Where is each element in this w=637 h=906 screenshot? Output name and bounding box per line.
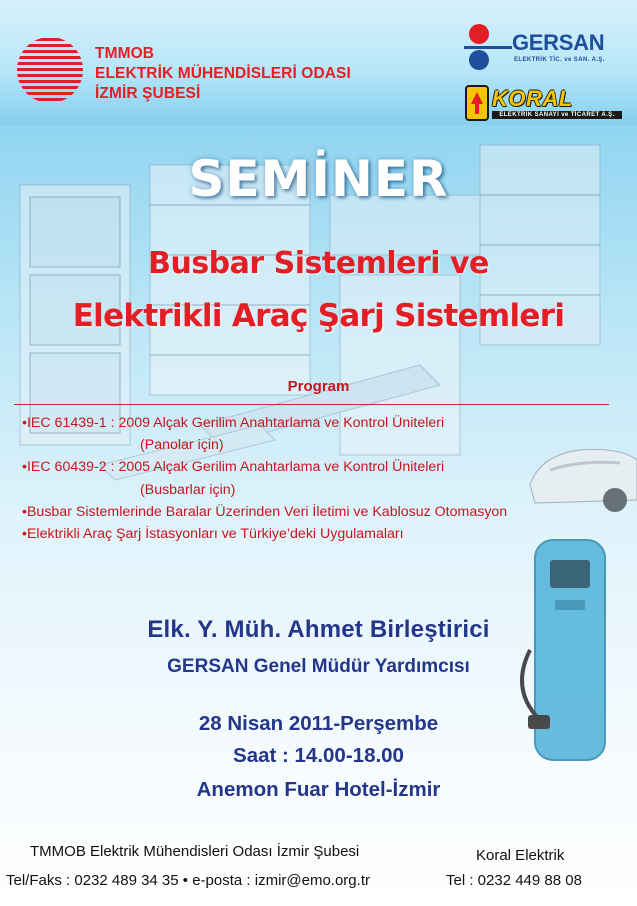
footer-organizer: TMMOB Elektrik Mühendisleri Odası İzmir Şubesi	[30, 843, 360, 860]
bullet-icon: •	[22, 503, 27, 520]
speaker-title: GERSAN Genel Müdür Yardımcısı	[167, 656, 470, 677]
organizer-line-3: İZMİR ŞUBESİ	[95, 85, 201, 102]
bullet-icon: •	[22, 459, 27, 476]
bullet-icon: •	[22, 415, 27, 431]
bullet-icon: •	[22, 526, 27, 543]
footer-sponsor: Koral Elektrik	[476, 847, 565, 864]
koral-subtitle: ELEKTRİK SANAYİ ve TİCARET A.Ş.	[492, 111, 622, 119]
footer-sponsor-contact: Tel : 0232 449 88 08	[446, 872, 582, 889]
event-venue: Anemon Fuar Hotel-İzmir	[196, 778, 441, 801]
program-list	[22, 412, 627, 545]
program-item-text: IEC 61439-1 : 2009 Alçak Gerilim Anahtarlama ve Kontrol Üniteleri	[26, 415, 445, 431]
koral-name: KORAL	[492, 86, 573, 111]
emo-logo-icon	[14, 34, 86, 106]
organizer-line-2: ELEKTRİK MÜHENDİSLERİ ODASI	[95, 65, 351, 82]
event-time: Saat : 14.00-18.00	[233, 744, 404, 767]
event-title-line-1: Busbar Sistemleri ve	[148, 246, 489, 281]
program-item-text: IEC 60439-2 : 2005 Alçak Gerilim Anahtarlama ve Kontrol Üniteleri	[26, 459, 445, 476]
program-divider	[14, 404, 609, 405]
program-item	[22, 412, 627, 456]
organizer-line-1: TMMOB	[95, 45, 155, 62]
program-heading: Program	[287, 378, 350, 395]
gersan-name: GERSAN	[512, 30, 605, 55]
speaker-name: Elk. Y. Müh. Ahmet Birleştirici	[147, 616, 490, 643]
program-item-text: Elektrikli Araç Şarj İstasyonları ve Türkiye’deki Uygulamaları	[26, 526, 404, 543]
organizer-name	[95, 44, 351, 104]
program-item	[22, 456, 627, 500]
charging-station-illustration	[510, 530, 637, 780]
gersan-subtitle: ELEKTRİK TİC. ve SAN. A.Ş.	[514, 57, 605, 63]
event-date: 28 Nisan 2011-Perşembe	[198, 712, 439, 735]
event-type-heading: SEMİNER	[188, 150, 449, 208]
program-item-note: (Busbarlar için)	[140, 481, 236, 498]
event-title-line-2: Elektrikli Araç Şarj Sistemleri	[72, 298, 565, 334]
program-item-note: (Panolar için)	[140, 437, 224, 454]
program-item	[22, 501, 627, 523]
program-item-text: Busbar Sistemlerinde Baralar Üzerinden Veri İletimi ve Kablosuz Otomasyon	[26, 503, 508, 520]
program-item	[22, 523, 627, 545]
footer-organizer-contact: Tel/Faks : 0232 489 34 35 • e-posta : izmir@emo.org.tr	[6, 872, 370, 889]
